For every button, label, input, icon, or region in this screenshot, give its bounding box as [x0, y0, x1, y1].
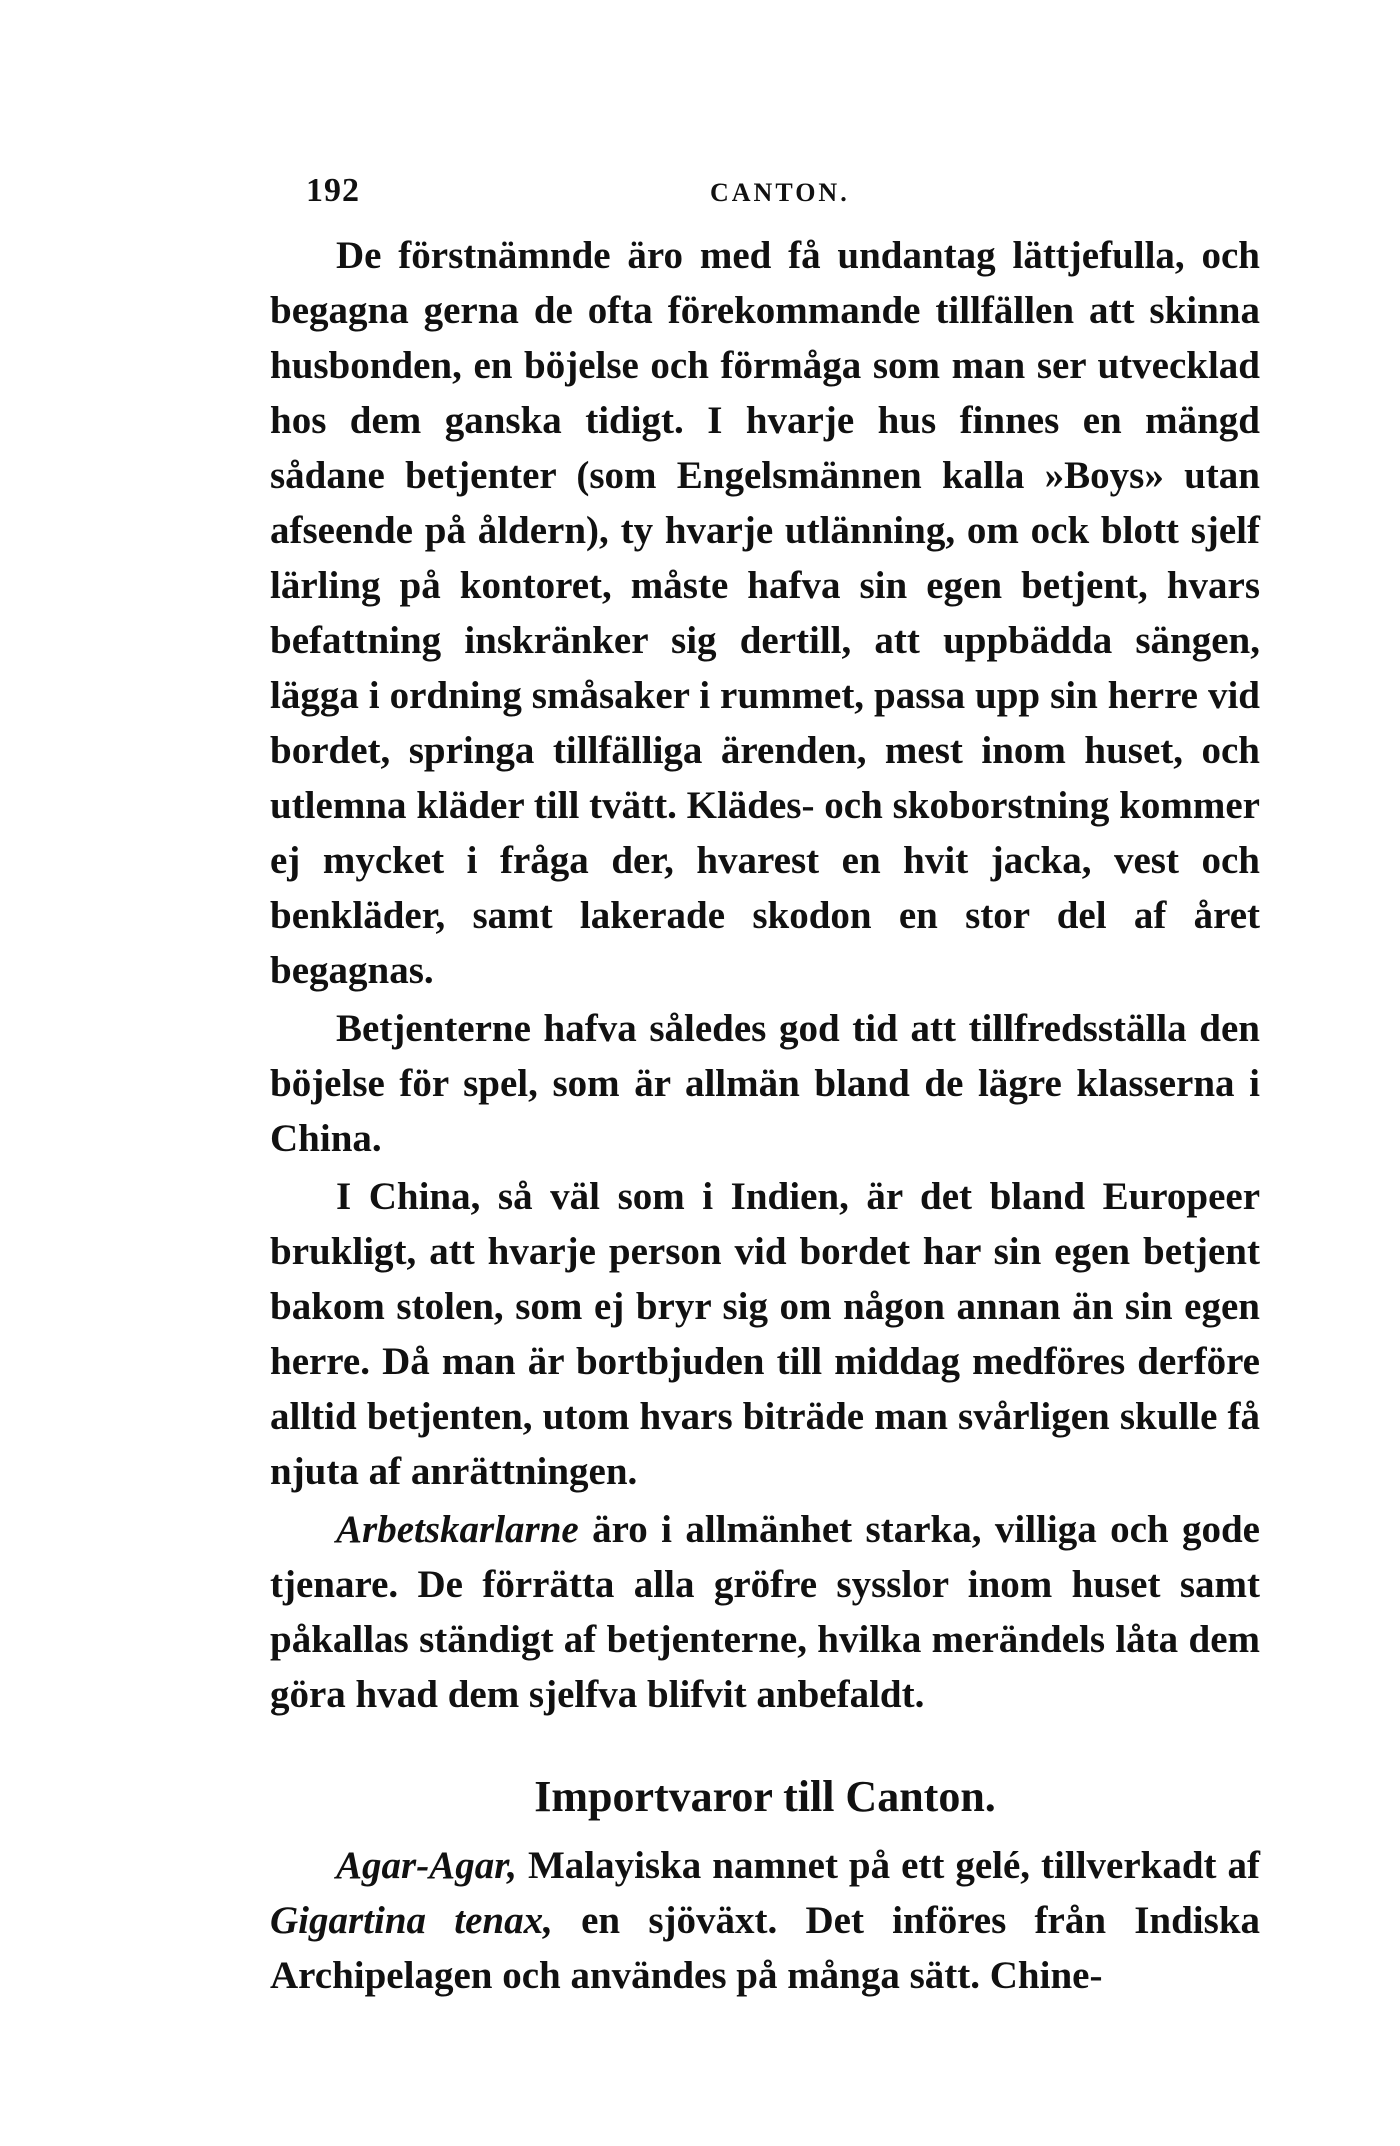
paragraph-text: Malayiska namnet på ett gelé, tillverkadt af	[516, 1844, 1260, 1887]
paragraph	[270, 1838, 1260, 2003]
paragraph	[270, 228, 1260, 998]
paragraph-lead-term: Arbetskarlarne	[336, 1508, 579, 1551]
paragraph-text: en sjöväxt. Det införes från Indiska Archipelagen och användes på många sätt. Chine-	[270, 1899, 1261, 1997]
page-number: 192	[306, 172, 360, 209]
running-head: CANTON.	[710, 178, 850, 207]
body-text	[270, 228, 1260, 2003]
paragraph-text: Betjenterne hafva således god tid att tillfredsställa den böjelse för spel, som är allmän bland de lägre klasserna i China.	[270, 1007, 1260, 1160]
paragraph	[270, 1502, 1260, 1722]
section-heading: Importvaror till Canton.	[534, 1772, 996, 1821]
paragraph-text: De förstnämnde äro med få undantag lättjefulla, och begagna gerna de ofta förekommande tillfällen att skinna husbonden, en böjelse och förmåga som man ser utvecklad hos dem ganska tidigt. I hvarje hus finnes en mängd sådane betjenter (som Engelsmännen kalla »Boys» utan afseende på åldern), ty hvarje utlänning, om ock blott sjelf lärling på kontoret, måste hafva sin egen betjent, hvars befattning inskränker sig dertill, att uppbädda sängen, lägga i ordning småsaker i rummet, passa upp sin herre vid bordet, springa tillfälliga ärenden, mest inom huset, och utlemna kläder till tvätt. Klädes- och skoborstning kommer ej mycket i fråga der, hvarest en hvit jacka, vest och benkläder, samt lakerade skodon en stor del af året begagnas.	[270, 234, 1260, 992]
paragraph-text: I China, så väl som i Indien, är det bland Europeer brukligt, att hvarje person vid bordet har sin egen betjent bakom stolen, som ej bryr sig om någon annan än sin egen herre. Då man är bortbjuden till middag medföres derföre alltid betjenten, utom hvars biträde man svårligen skulle få njuta af anrättningen.	[270, 1175, 1260, 1493]
page-header	[270, 172, 1260, 212]
paragraph-text: äro i allmänhet starka, villiga och gode tjenare. De förrätta alla gröfre sysslor inom huset samt påkallas ständigt af betjenterne, hvilka merändels låta dem göra hvad dem sjelfva blifvit anbefaldt.	[270, 1508, 1260, 1716]
paragraph	[270, 1169, 1260, 1499]
species-name: Gigartina tenax,	[270, 1899, 553, 1942]
entry-term: Agar-Agar,	[336, 1844, 517, 1887]
paragraph	[270, 1001, 1260, 1166]
